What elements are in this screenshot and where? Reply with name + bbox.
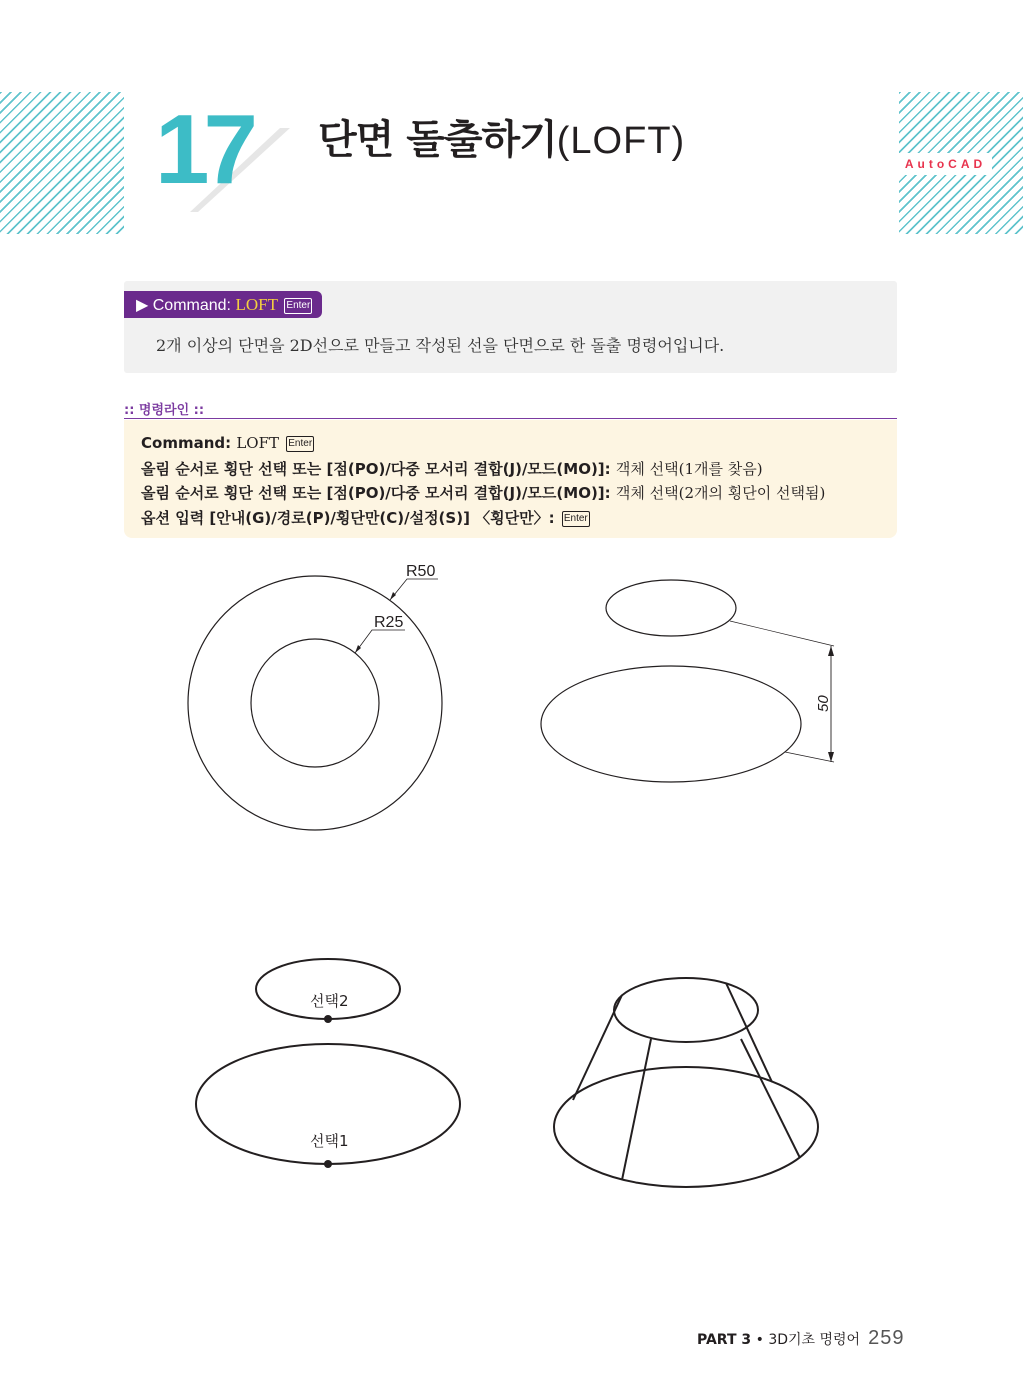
outer-circle-r50: [188, 576, 442, 830]
command-line-heading: :: 명령라인 ::: [124, 403, 205, 418]
dim-label-r25: R25: [374, 614, 404, 631]
chapter-number: 17: [155, 94, 253, 204]
figure-selection: [196, 959, 460, 1168]
loft-top-ellipse: [614, 978, 758, 1042]
command-tab: [124, 291, 322, 318]
command-description: 2개 이상의 단면을 2D선으로 만들고 작성된 선을 단면으로 한 돌출 명령어입니다.: [156, 336, 725, 355]
command-line-2: [141, 458, 763, 479]
chapter-title-command: (LOFT): [556, 120, 686, 162]
command-line-answer: 객체 선택(2개의 횡단이 선택됨): [615, 484, 826, 502]
command-prefix: ▶ Command:: [136, 297, 236, 314]
select-top-ellipse: [256, 959, 400, 1019]
command-line-prompt: Command:: [141, 434, 237, 452]
leader-r50: [390, 579, 438, 600]
command-line-divider: [124, 418, 897, 419]
page-footer: [697, 1327, 904, 1350]
command-name: LOFT: [235, 295, 278, 314]
footer-part: PART 3: [697, 1332, 752, 1348]
select-label-2: 선택2: [310, 992, 349, 1010]
command-line-1: [141, 434, 314, 452]
enter-key-icon: Enter: [284, 298, 312, 314]
iso-top-ellipse: [606, 580, 736, 636]
inner-circle-r25: [251, 639, 379, 767]
command-line-prompt: 올림 순서로 횡단 선택 또는 [점(PO)/다중 모서리 결합(J)/모드(MO)]:: [141, 460, 616, 478]
loft-edge: [573, 995, 622, 1100]
decorative-hatch-left: [0, 92, 124, 234]
command-line-prompt: 옵션 입력 [안내(G)/경로(P)/횡단만(C)/설정(S)] 〈횡단만〉:: [141, 509, 560, 527]
footer-section: 3D기초 명령어: [768, 1332, 861, 1348]
figure-iso-circles: [541, 580, 834, 782]
chapter-title: [318, 108, 685, 165]
command-line-answer: 객체 선택(1개를 찾음): [615, 460, 763, 478]
leader-r25: [355, 630, 405, 653]
loft-edge: [726, 983, 772, 1082]
command-line-prompt: 올림 순서로 횡단 선택 또는 [점(PO)/다중 모서리 결합(J)/모드(MO)]:: [141, 484, 616, 502]
loft-bottom-ellipse: [554, 1067, 818, 1187]
footer-bullet: •: [755, 1332, 764, 1348]
command-line-3: [141, 482, 825, 503]
figure-area: [0, 540, 1023, 1240]
iso-bottom-ellipse: [541, 666, 801, 782]
dim-label-r50: R50: [406, 563, 436, 580]
command-line-answer: LOFT: [236, 434, 280, 452]
enter-key-icon: Enter: [562, 511, 590, 527]
loft-edge: [741, 1039, 800, 1158]
dim-label-height: 50: [815, 695, 832, 712]
select-label-1: 선택1: [310, 1132, 349, 1150]
page-number: 259: [868, 1327, 905, 1349]
enter-key-icon: Enter: [286, 436, 314, 452]
figure-concentric-circles: [188, 563, 442, 830]
chapter-title-korean: 단면 돌출하기: [318, 117, 557, 163]
pick-point-1: [324, 1160, 332, 1168]
figure-loft-result: [554, 978, 818, 1187]
loft-edge: [622, 1039, 651, 1180]
brand-label: AutoCAD: [899, 153, 992, 175]
command-line-4: [141, 507, 590, 528]
pick-point-2: [324, 1015, 332, 1023]
